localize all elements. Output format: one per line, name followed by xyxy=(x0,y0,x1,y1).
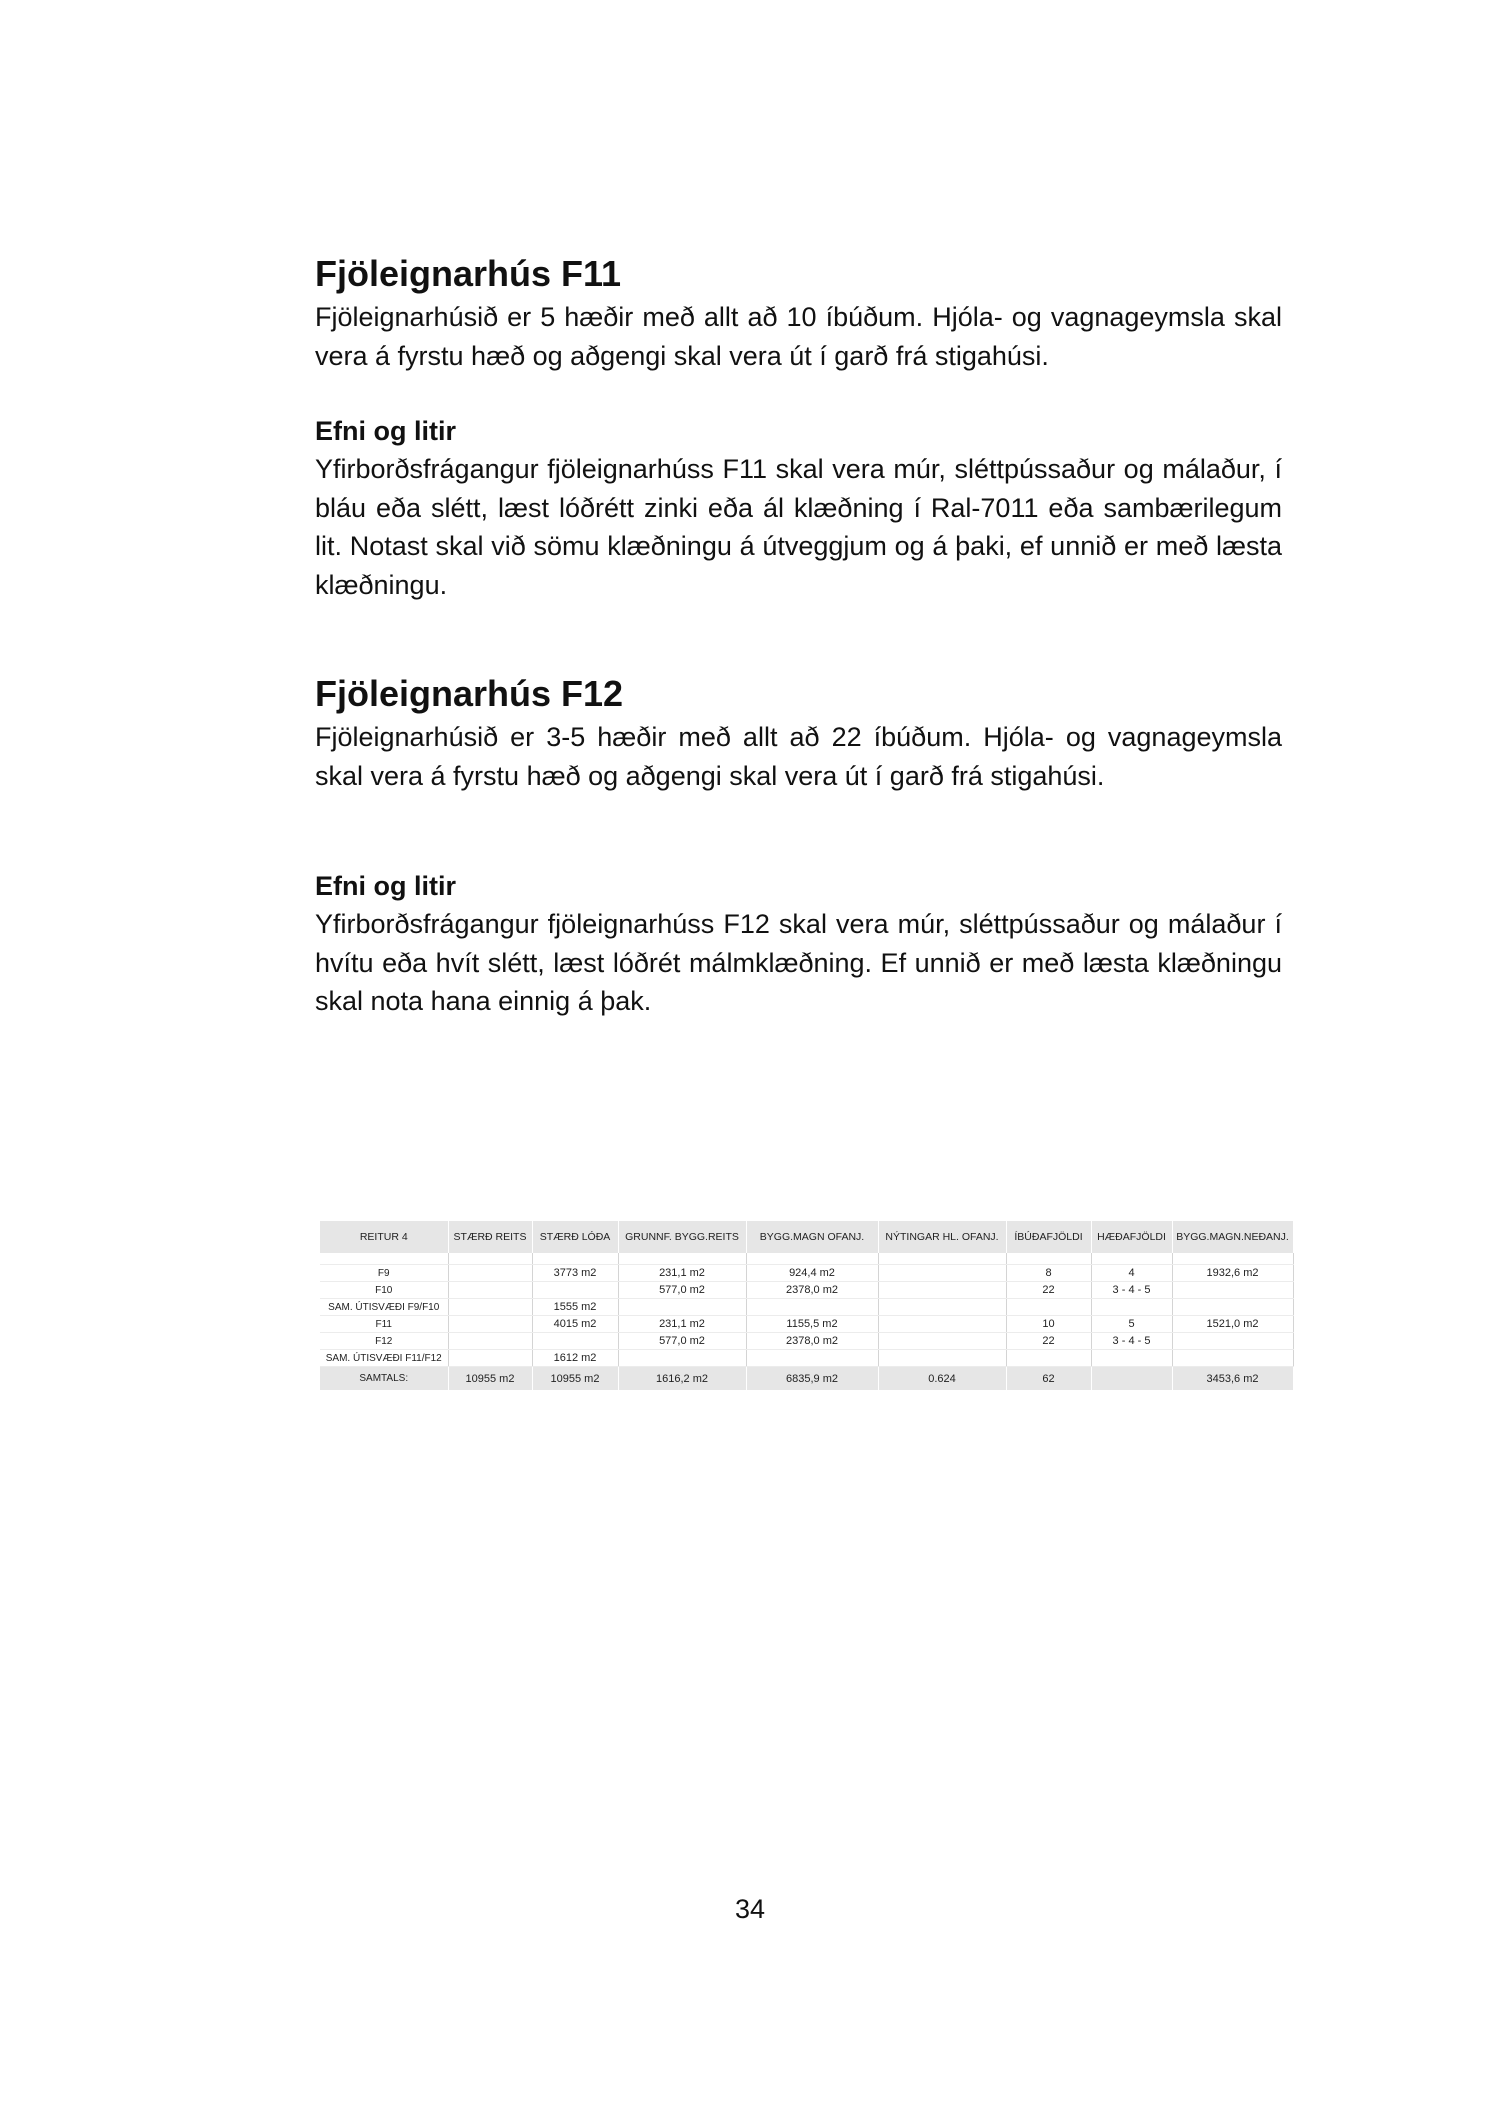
section-f12 xyxy=(315,672,1282,1021)
table-cell xyxy=(1172,1282,1293,1299)
table-row xyxy=(320,1299,1293,1316)
table-row xyxy=(320,1350,1293,1367)
table-cell: 0.624 xyxy=(878,1367,1006,1391)
table-cell xyxy=(1091,1367,1172,1391)
table-cell: 577,0 m2 xyxy=(618,1282,746,1299)
page-number: 34 xyxy=(734,1894,766,1924)
table-cell xyxy=(1091,1299,1172,1316)
table-cell xyxy=(1006,1350,1091,1367)
table-cell xyxy=(532,1333,618,1350)
table-header-cell: NÝTINGAR HL. OFANJ. xyxy=(878,1221,1006,1253)
table-cell: F12 xyxy=(320,1333,448,1350)
table-header-cell: STÆRÐ LÓÐA xyxy=(532,1221,618,1253)
table-cell xyxy=(878,1265,1006,1282)
table-cell: 62 xyxy=(1006,1367,1091,1391)
table-cell xyxy=(448,1350,532,1367)
table-cell: 22 xyxy=(1006,1333,1091,1350)
data-table-container xyxy=(320,1221,1293,1390)
table-header-cell: GRUNNF. BYGG.REITS xyxy=(618,1221,746,1253)
section-body: Yfirborðsfrágangur fjöleignarhúss F11 skal vera múr, sléttpússaður og málaður, í bláu eða slétt, læst lóðrétt zinki eða ál klæðning í Ral-7011 eða sambærilegum lit. Notast skal við sömu klæðningu á útveggjum og á þaki, ef unnið er með læsta klæðningu. xyxy=(315,454,1282,600)
table-cell xyxy=(1172,1333,1293,1350)
table-cell xyxy=(746,1350,878,1367)
section-subheading: Efni og litir xyxy=(315,416,456,446)
table-row xyxy=(320,1265,1293,1282)
table-cell xyxy=(878,1350,1006,1367)
section-intro: Fjöleignarhúsið er 5 hæðir með allt að 10 íbúðum. Hjóla- og vagnageymsla skal vera á fyrstu hæð og aðgengi skal vera út í garð frá stigahúsi. xyxy=(315,302,1282,371)
table-cell: 3773 m2 xyxy=(532,1265,618,1282)
table-cell: 1616,2 m2 xyxy=(618,1367,746,1391)
table-cell: 4015 m2 xyxy=(532,1316,618,1333)
table-cell: 2378,0 m2 xyxy=(746,1282,878,1299)
table-row xyxy=(320,1333,1293,1350)
table-header-row xyxy=(320,1221,1293,1253)
table-cell: 10 xyxy=(1006,1316,1091,1333)
table-header-cell: BYGG.MAGN.NEÐANJ. xyxy=(1172,1221,1293,1253)
table-cell xyxy=(1006,1299,1091,1316)
table-row xyxy=(320,1316,1293,1333)
table-cell: 8 xyxy=(1006,1265,1091,1282)
table-cell: 3453,6 m2 xyxy=(1172,1367,1293,1391)
table-cell: 924,4 m2 xyxy=(746,1265,878,1282)
table-cell: 1521,0 m2 xyxy=(1172,1316,1293,1333)
table-cell xyxy=(878,1316,1006,1333)
table-cell: 231,1 m2 xyxy=(618,1316,746,1333)
table-cell: F9 xyxy=(320,1265,448,1282)
table-cell: 231,1 m2 xyxy=(618,1265,746,1282)
table-cell: 10955 m2 xyxy=(448,1367,532,1391)
table-header-cell: HÆÐAFJÖLDI xyxy=(1091,1221,1172,1253)
table-cell xyxy=(448,1316,532,1333)
table-cell: 577,0 m2 xyxy=(618,1333,746,1350)
table-cell: SAMTALS: xyxy=(320,1367,448,1391)
table-cell: 1555 m2 xyxy=(532,1299,618,1316)
table-cell: 4 xyxy=(1091,1265,1172,1282)
table-cell xyxy=(878,1333,1006,1350)
table-cell: F11 xyxy=(320,1316,448,1333)
table-cell xyxy=(618,1350,746,1367)
table-cell: 6835,9 m2 xyxy=(746,1367,878,1391)
table-cell: 10955 m2 xyxy=(532,1367,618,1391)
section-intro: Fjöleignarhúsið er 3-5 hæðir með allt að 22 íbúðum. Hjóla- og vagnageymsla skal vera á fyrstu hæð og aðgengi skal vera út í garð frá stigahúsi. xyxy=(315,722,1282,791)
section-subheading: Efni og litir xyxy=(315,871,456,901)
table-cell xyxy=(448,1265,532,1282)
table-cell xyxy=(746,1299,878,1316)
table-header-cell: BYGG.MAGN OFANJ. xyxy=(746,1221,878,1253)
table-cell: SAM. ÚTISVÆÐI F11/F12 xyxy=(320,1350,448,1367)
table-cell xyxy=(448,1333,532,1350)
table-cell: 22 xyxy=(1006,1282,1091,1299)
table-cell: 1612 m2 xyxy=(532,1350,618,1367)
table-cell xyxy=(448,1299,532,1316)
table-cell xyxy=(1172,1299,1293,1316)
table-cell xyxy=(878,1299,1006,1316)
section-body: Yfirborðsfrágangur fjöleignarhúss F12 skal vera múr, sléttpússaður og málaður í hvítu eða hvít slétt, læst lóðrét málmklæðning. Ef unnið er með læsta klæðningu skal nota hana einnig á þak. xyxy=(315,909,1282,1016)
table-row xyxy=(320,1282,1293,1299)
table-cell: SAM. ÚTISVÆÐI F9/F10 xyxy=(320,1299,448,1316)
table-cell: 5 xyxy=(1091,1316,1172,1333)
table-total-row xyxy=(320,1367,1293,1391)
table-cell: 3 - 4 - 5 xyxy=(1091,1333,1172,1350)
table-cell: 2378,0 m2 xyxy=(746,1333,878,1350)
table-cell xyxy=(618,1299,746,1316)
table-cell xyxy=(878,1282,1006,1299)
table-spacer-row xyxy=(320,1253,1293,1265)
table-cell xyxy=(1172,1350,1293,1367)
table-cell xyxy=(532,1282,618,1299)
table-cell: F10 xyxy=(320,1282,448,1299)
table-header-cell: ÍBÚÐAFJÖLDI xyxy=(1006,1221,1091,1253)
table-cell: 1932,6 m2 xyxy=(1172,1265,1293,1282)
table-header-cell: STÆRÐ REITS xyxy=(448,1221,532,1253)
table-cell: 3 - 4 - 5 xyxy=(1091,1282,1172,1299)
data-table xyxy=(320,1221,1294,1390)
table-cell: 1155,5 m2 xyxy=(746,1316,878,1333)
table-cell xyxy=(1091,1350,1172,1367)
table-cell xyxy=(448,1282,532,1299)
table-header-cell: REITUR 4 xyxy=(320,1221,448,1253)
section-f11 xyxy=(315,252,1282,604)
section-title: Fjöleignarhús F11 xyxy=(315,253,622,294)
section-title: Fjöleignarhús F12 xyxy=(315,673,624,714)
